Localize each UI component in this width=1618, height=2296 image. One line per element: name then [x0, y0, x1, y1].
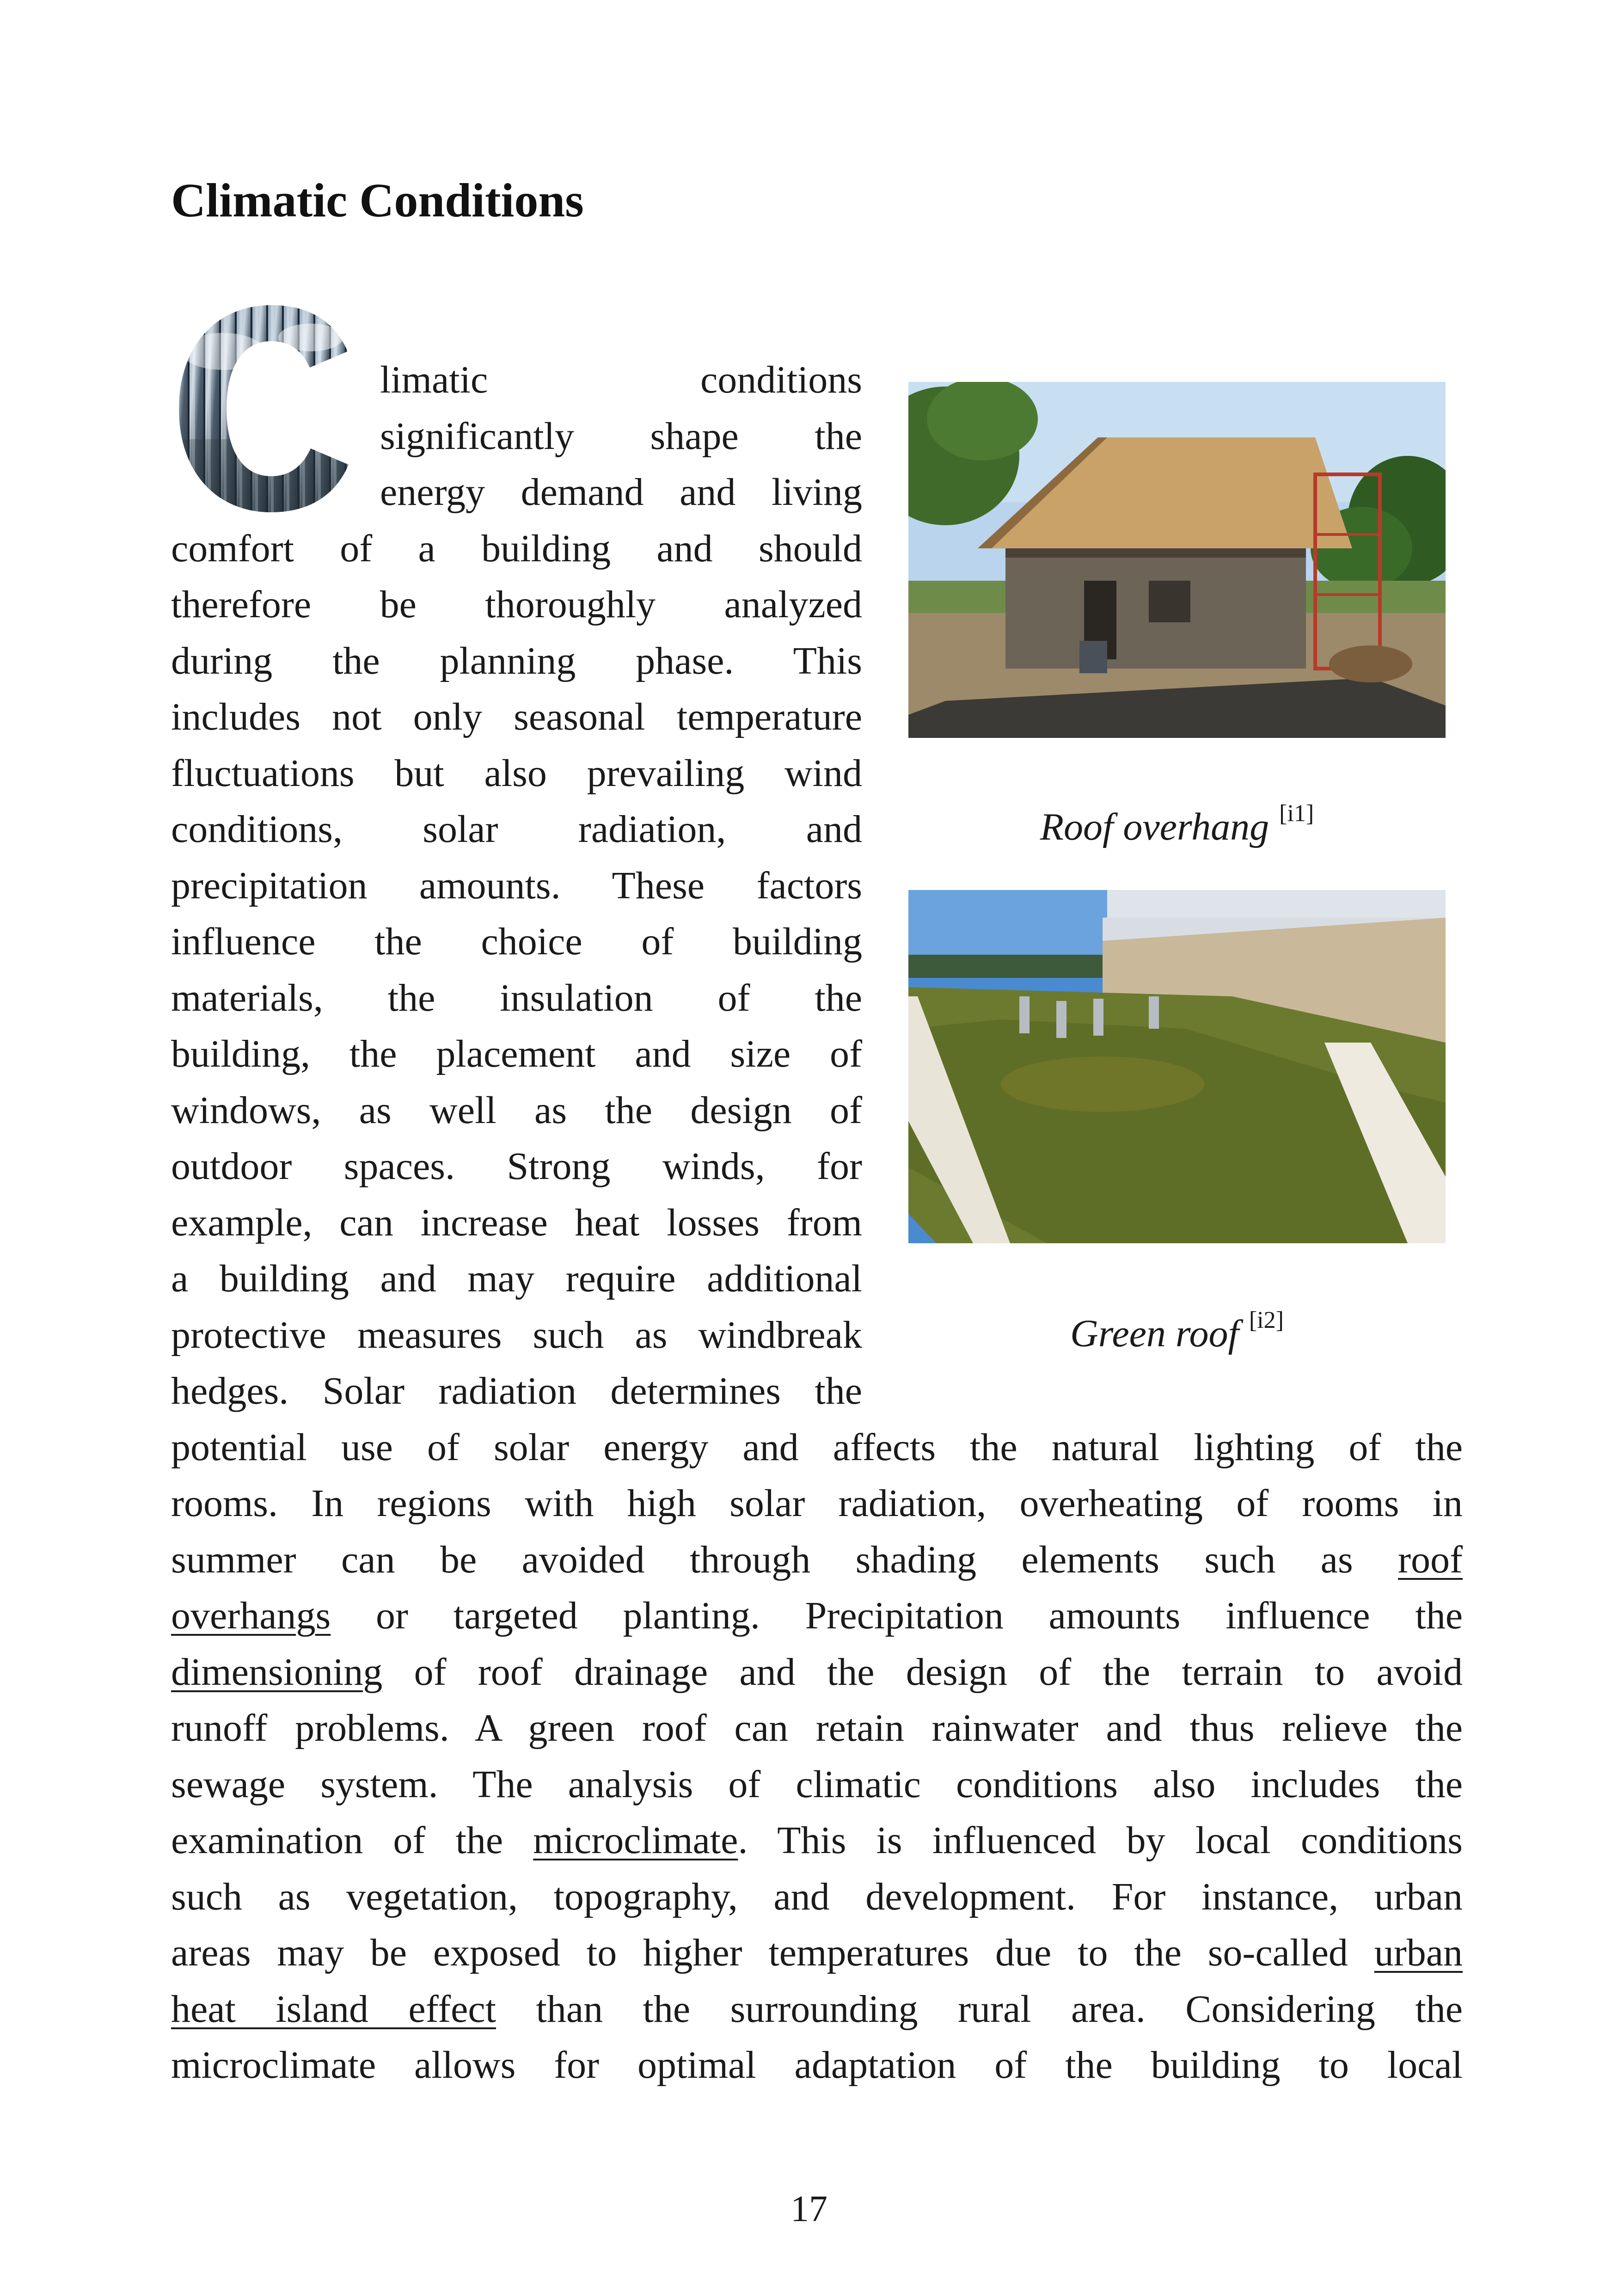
- body-text-run: of roof drainage and the design of the terrain to avoid: [382, 1650, 1463, 1694]
- body-line: [171, 913, 862, 970]
- body-text-run: than the surrounding rural area. Considering the: [496, 1987, 1463, 2031]
- body-text-run: therefore be thoroughly analyzed: [171, 583, 862, 626]
- body-line: [171, 970, 862, 1027]
- body-text-run: . This is influenced by local conditions: [738, 1819, 1463, 1862]
- roof-overhang-house-image: [908, 382, 1446, 738]
- body-text-run: potential use of solar energy and affects the natural lighting of the: [171, 1425, 1463, 1469]
- body-text-run: hedges. Solar radiation determines the: [171, 1369, 862, 1412]
- body-line: [171, 1644, 1463, 1701]
- body-line: [171, 688, 862, 746]
- body-line: [171, 1082, 862, 1139]
- body-line: [171, 1138, 862, 1195]
- body-line: [380, 408, 862, 465]
- body-line: [171, 1981, 1463, 2038]
- body-line: [171, 1531, 1463, 1589]
- glossary-link[interactable]: dimensioning: [171, 1650, 383, 1694]
- glossary-link[interactable]: overhangs: [171, 1594, 331, 1637]
- body-line: [380, 351, 862, 409]
- body-text-run: sewage system. The analysis of climatic conditions also includes the: [171, 1762, 1463, 1806]
- caption-text: Roof overhang: [1040, 805, 1269, 848]
- body-line: [171, 1700, 1463, 1757]
- figure-roof-overhang-photo: [908, 382, 1446, 738]
- body-line: [171, 632, 862, 690]
- body-text-run: windows, as well as the design of: [171, 1088, 862, 1132]
- body-text-run: includes not only seasonal temperature: [171, 695, 862, 738]
- body-line: [171, 1025, 862, 1083]
- section-title: Climatic Conditions: [171, 174, 584, 227]
- body-text-run: significantly shape the: [380, 414, 862, 458]
- body-line: [171, 745, 862, 802]
- body-text-run: energy demand and living: [380, 471, 862, 514]
- body-line: [171, 1868, 1463, 1926]
- body-text-run: outdoor spaces. Strong winds, for: [171, 1145, 862, 1188]
- body-line: [171, 1812, 1463, 1869]
- body-line: [171, 520, 862, 577]
- body-text-run: building, the placement and size of: [171, 1032, 862, 1075]
- body-text-run: areas may be exposed to higher temperatures due to the so-called: [171, 1931, 1374, 1974]
- image-reference: [i1]: [1279, 800, 1314, 827]
- body-text-run: microclimate allows for optimal adaptation of the building to local: [171, 2044, 1463, 2087]
- body-text-run: or targeted planting. Precipitation amounts influence the: [331, 1594, 1463, 1637]
- body-line: [171, 576, 862, 633]
- body-text-run: conditions, solar radiation, and: [171, 808, 862, 851]
- image-reference: [i2]: [1249, 1307, 1284, 1333]
- caption-text: Green roof: [1070, 1312, 1239, 1355]
- body-line: [171, 857, 862, 915]
- body-text-run: runoff problems. A green roof can retain rainwater and thus relieve the: [171, 1707, 1463, 1750]
- body-text-run: limatic conditions: [380, 358, 862, 401]
- body-line: [171, 1419, 1463, 1476]
- body-text-run: such as vegetation, topography, and development. For instance, urban: [171, 1875, 1463, 1918]
- body-text-run: rooms. In regions with high solar radiation, overheating of rooms in: [171, 1482, 1463, 1525]
- page-number: 17: [791, 2189, 827, 2229]
- body-text-run: comfort of a building and should: [171, 527, 862, 570]
- body-line: [171, 1250, 862, 1308]
- body-text-run: influence the choice of building: [171, 920, 862, 963]
- body-line: [380, 464, 862, 521]
- body-text-run: a building and may require additional: [171, 1257, 862, 1300]
- green-roof-image: [908, 890, 1446, 1243]
- body-line: [171, 1587, 1463, 1645]
- body-line: [171, 1475, 1463, 1532]
- glossary-link[interactable]: microclimate: [533, 1819, 738, 1862]
- body-line: [171, 1924, 1463, 1982]
- figure-green-roof-photo: [908, 890, 1446, 1243]
- body-line: [171, 1756, 1463, 1813]
- body-line: [171, 801, 862, 858]
- figure-caption-roof-overhang: [908, 791, 1446, 850]
- body-text-run: protective measures such as windbreak: [171, 1313, 862, 1357]
- body-line: [171, 2037, 1463, 2094]
- body-text-run: precipitation amounts. These factors: [171, 864, 862, 907]
- glossary-link[interactable]: roof: [1398, 1538, 1463, 1581]
- body-line: [171, 1194, 862, 1252]
- glossary-link[interactable]: urban: [1374, 1931, 1463, 1974]
- glossary-link[interactable]: heat island effect: [171, 1987, 496, 2031]
- figure-caption-green-roof: [908, 1297, 1446, 1357]
- body-line: [171, 1307, 862, 1364]
- body-text-run: summer can be avoided through shading elements such as: [171, 1538, 1398, 1581]
- body-text-run: fluctuations but also prevailing wind: [171, 751, 862, 795]
- drop-cap-glass-facade-image: [172, 301, 357, 517]
- body-text-run: materials, the insulation of the: [171, 976, 862, 1019]
- body-text-run: examination of the: [171, 1819, 533, 1862]
- body-text-run: example, can increase heat losses from: [171, 1201, 862, 1244]
- body-line: [171, 1363, 862, 1420]
- body-text-run: during the planning phase. This: [171, 639, 862, 682]
- drop-cap: [172, 301, 357, 517]
